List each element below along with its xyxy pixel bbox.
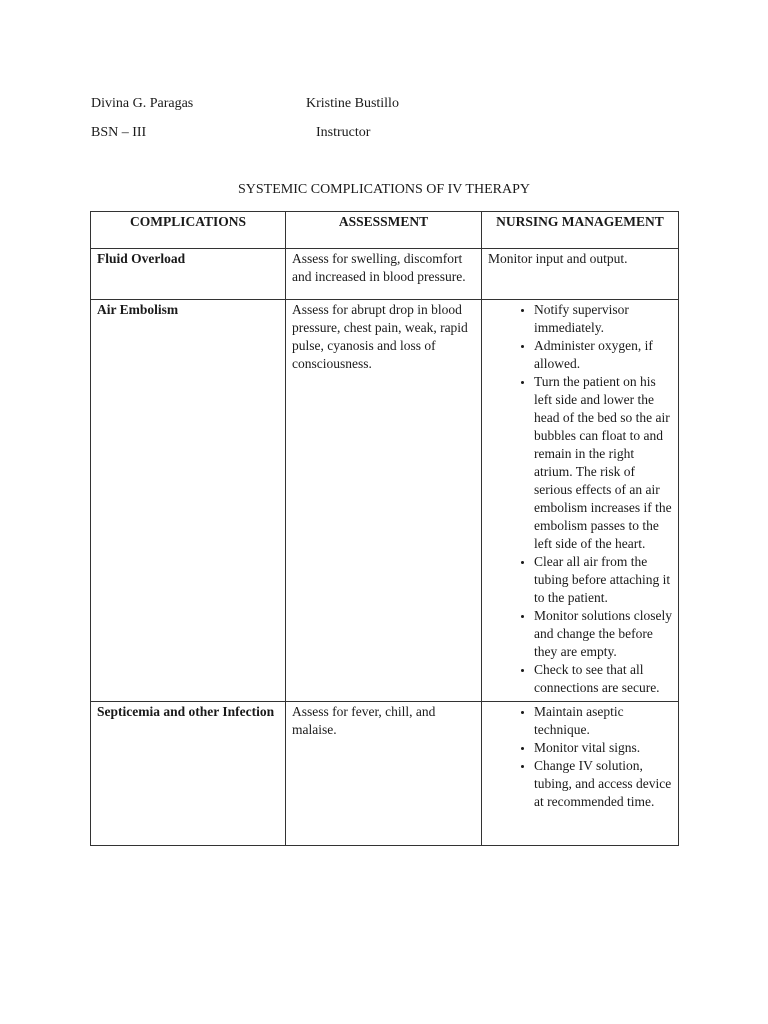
assessment-cell: Assess for abrupt drop in blood pressure, chest pain, weak, rapid pulse, cyanosis and loss of consciousness. [286, 300, 482, 702]
table-row-septicemia [91, 702, 679, 846]
student-name: Divina G. Paragas [91, 96, 194, 111]
list-item: • Change IV solution, tubing, and access device at recommended time. [534, 757, 673, 811]
column-header-nursing-management: NURSING MANAGEMENT [482, 212, 679, 249]
complication-cell: Septicemia and other Infection [91, 702, 286, 846]
column-header-complications: COMPLICATIONS [91, 212, 286, 249]
management-cell: Monitor input and output. [482, 249, 679, 300]
list-item: • Turn the patient on his left side and lower the head of the bed so the air bubbles can float to and remain in the right atrium. The risk of serious effects of an air embolism increases if the embolism passes to the left side of the heart. [534, 373, 673, 553]
management-list [488, 301, 673, 697]
management-cell [482, 300, 679, 702]
management-cell [482, 702, 679, 846]
assessment-cell: Assess for fever, chill, and malaise. [286, 702, 482, 846]
list-item: • Monitor vital signs. [534, 739, 673, 757]
list-item: • Check to see that all connections are secure. [534, 661, 673, 697]
table-row-fluid-overload [91, 249, 679, 300]
complications-table [90, 211, 679, 846]
column-header-assessment: ASSESSMENT [286, 212, 482, 249]
table-row-air-embolism [91, 300, 679, 702]
list-item: • Clear all air from the tubing before attaching it to the patient. [534, 553, 673, 607]
instructor-name: Kristine Bustillo [306, 96, 399, 111]
list-item: • Maintain aseptic technique. [534, 703, 673, 739]
student-course: BSN – III [91, 125, 147, 140]
table-header-row [91, 212, 679, 249]
complication-cell: Fluid Overload [91, 249, 286, 300]
complication-cell: Air Embolism [91, 300, 286, 702]
management-list [488, 703, 673, 811]
list-item: • Administer oxygen, if allowed. [534, 337, 673, 373]
list-item: • Notify supervisor immediately. [534, 301, 673, 337]
document-title: SYSTEMIC COMPLICATIONS OF IV THERAPY [238, 182, 530, 197]
assessment-cell: Assess for swelling, discomfort and increased in blood pressure. [286, 249, 482, 300]
instructor-title: Instructor [316, 125, 371, 140]
list-item: • Monitor solutions closely and change the before they are empty. [534, 607, 673, 661]
